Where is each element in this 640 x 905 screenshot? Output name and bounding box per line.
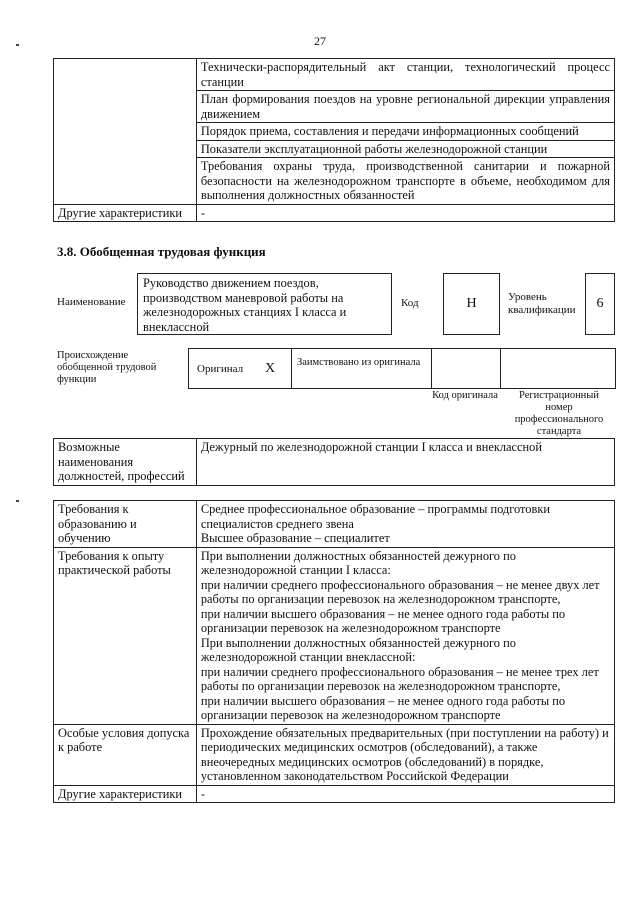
cell-divider [291, 349, 292, 388]
special-conditions-value [196, 724, 614, 785]
knowledge-item: Показатели эксплуатационной работы железнодорожной станции [196, 140, 614, 158]
education-value [196, 501, 614, 548]
empty-label-cell [54, 59, 197, 205]
section-heading: 3.8. Обобщенная трудовая функция [57, 244, 266, 259]
knowledge-item: Технически-распорядительный акт станции, технологический процесс станции [196, 59, 614, 91]
knowledge-item: Требования охраны труда, производственной санитарии и пожарной безопасности на железнодорожном транспорте в объеме, необходимом для выполнения должностных обязанностей [196, 158, 614, 205]
top-knowledge-table [53, 58, 615, 222]
original-mark: X [265, 361, 276, 376]
code-label: Код [401, 297, 419, 309]
table-row [54, 204, 615, 222]
table-row [54, 501, 615, 548]
reg-number-caption: Регистрационный номер профессионального стандарта [514, 390, 604, 437]
function-name-box: Руководство движением поездов, производством маневровой работы на железнодорожных станциях I класса и внеклассной [137, 273, 392, 335]
requirement-line: При выполнении должностных обязанностей дежурного по железнодорожной станции внеклассной: [200, 635, 516, 664]
borrowed-label: Заимствовано из оригинала [297, 357, 421, 368]
table-row [54, 547, 615, 724]
level-label: Уровень квалификации [508, 291, 576, 316]
page-number: 27 [314, 34, 326, 48]
requirement-line: при наличии высшего образования – не менее одного года работы по организации перевозок на железнодорожном транспорте [200, 606, 566, 635]
code-value-box: Н [443, 273, 500, 335]
other-characteristics-label: Другие характеристики [54, 785, 197, 803]
requirement-line: При выполнении должностных обязанностей дежурного по железнодорожной станции I класса: [200, 548, 516, 577]
code-original-caption: Код оригинала [432, 390, 498, 401]
experience-label: Требования к опыту практической работы [54, 547, 197, 724]
original-label: Оригинал [197, 363, 244, 375]
scan-speck [16, 500, 19, 502]
requirement-line: Прохождение обязательных предварительных (при поступлении на работу) и периодических медицинских осмотров (обследований), а также внеочередных медицинских осмотров (обследований) в порядке, установленном законодательством Российской Федерации [200, 725, 609, 783]
requirement-line: - [200, 786, 205, 801]
knowledge-item: План формирования поездов на уровне региональной дирекции управления движением [196, 91, 614, 123]
requirement-line: Среднее профессиональное образование – программы подготовки специалистов среднего звена [200, 502, 550, 531]
experience-value [196, 547, 614, 724]
cell-divider [431, 349, 432, 388]
other-characteristics-label: Другие характеристики [54, 204, 197, 222]
special-conditions-label: Особые условия допуска к работе [54, 724, 197, 785]
level-value-box: 6 [585, 273, 615, 335]
requirement-line: Высшее образование – специалитет [200, 531, 390, 545]
table-row [54, 439, 615, 486]
requirement-line: при наличии высшего образования – не менее одного года работы по организации перевозок на железнодорожном транспорте [200, 693, 566, 722]
table-row [54, 785, 615, 803]
knowledge-item: Порядок приема, составления и передачи информационных сообщений [196, 123, 614, 141]
positions-table [53, 438, 615, 486]
positions-label: Возможные наименования должностей, профессий [54, 439, 197, 486]
other-characteristics-value [196, 785, 614, 803]
requirement-line: при наличии среднего профессионального образования – не менее трех лет работы по организации перевозок на железнодорожном транспорте, [200, 664, 599, 693]
name-label: Наименование [57, 296, 126, 308]
other-characteristics-value: - [196, 204, 614, 222]
origin-label: Происхождение обобщенной трудовой функции [57, 350, 157, 385]
positions-value: Дежурный по железнодорожной станции I класса и внеклассной [196, 439, 614, 486]
table-row [54, 724, 615, 785]
education-label: Требования к образованию и обучению [54, 501, 197, 548]
requirements-table [53, 500, 615, 803]
requirement-line: при наличии среднего профессионального образования – не менее двух лет работы по организации перевозок на железнодорожном транспорте, [200, 577, 600, 606]
origin-table [188, 348, 616, 389]
table-row [54, 59, 615, 91]
cell-divider [500, 349, 501, 388]
